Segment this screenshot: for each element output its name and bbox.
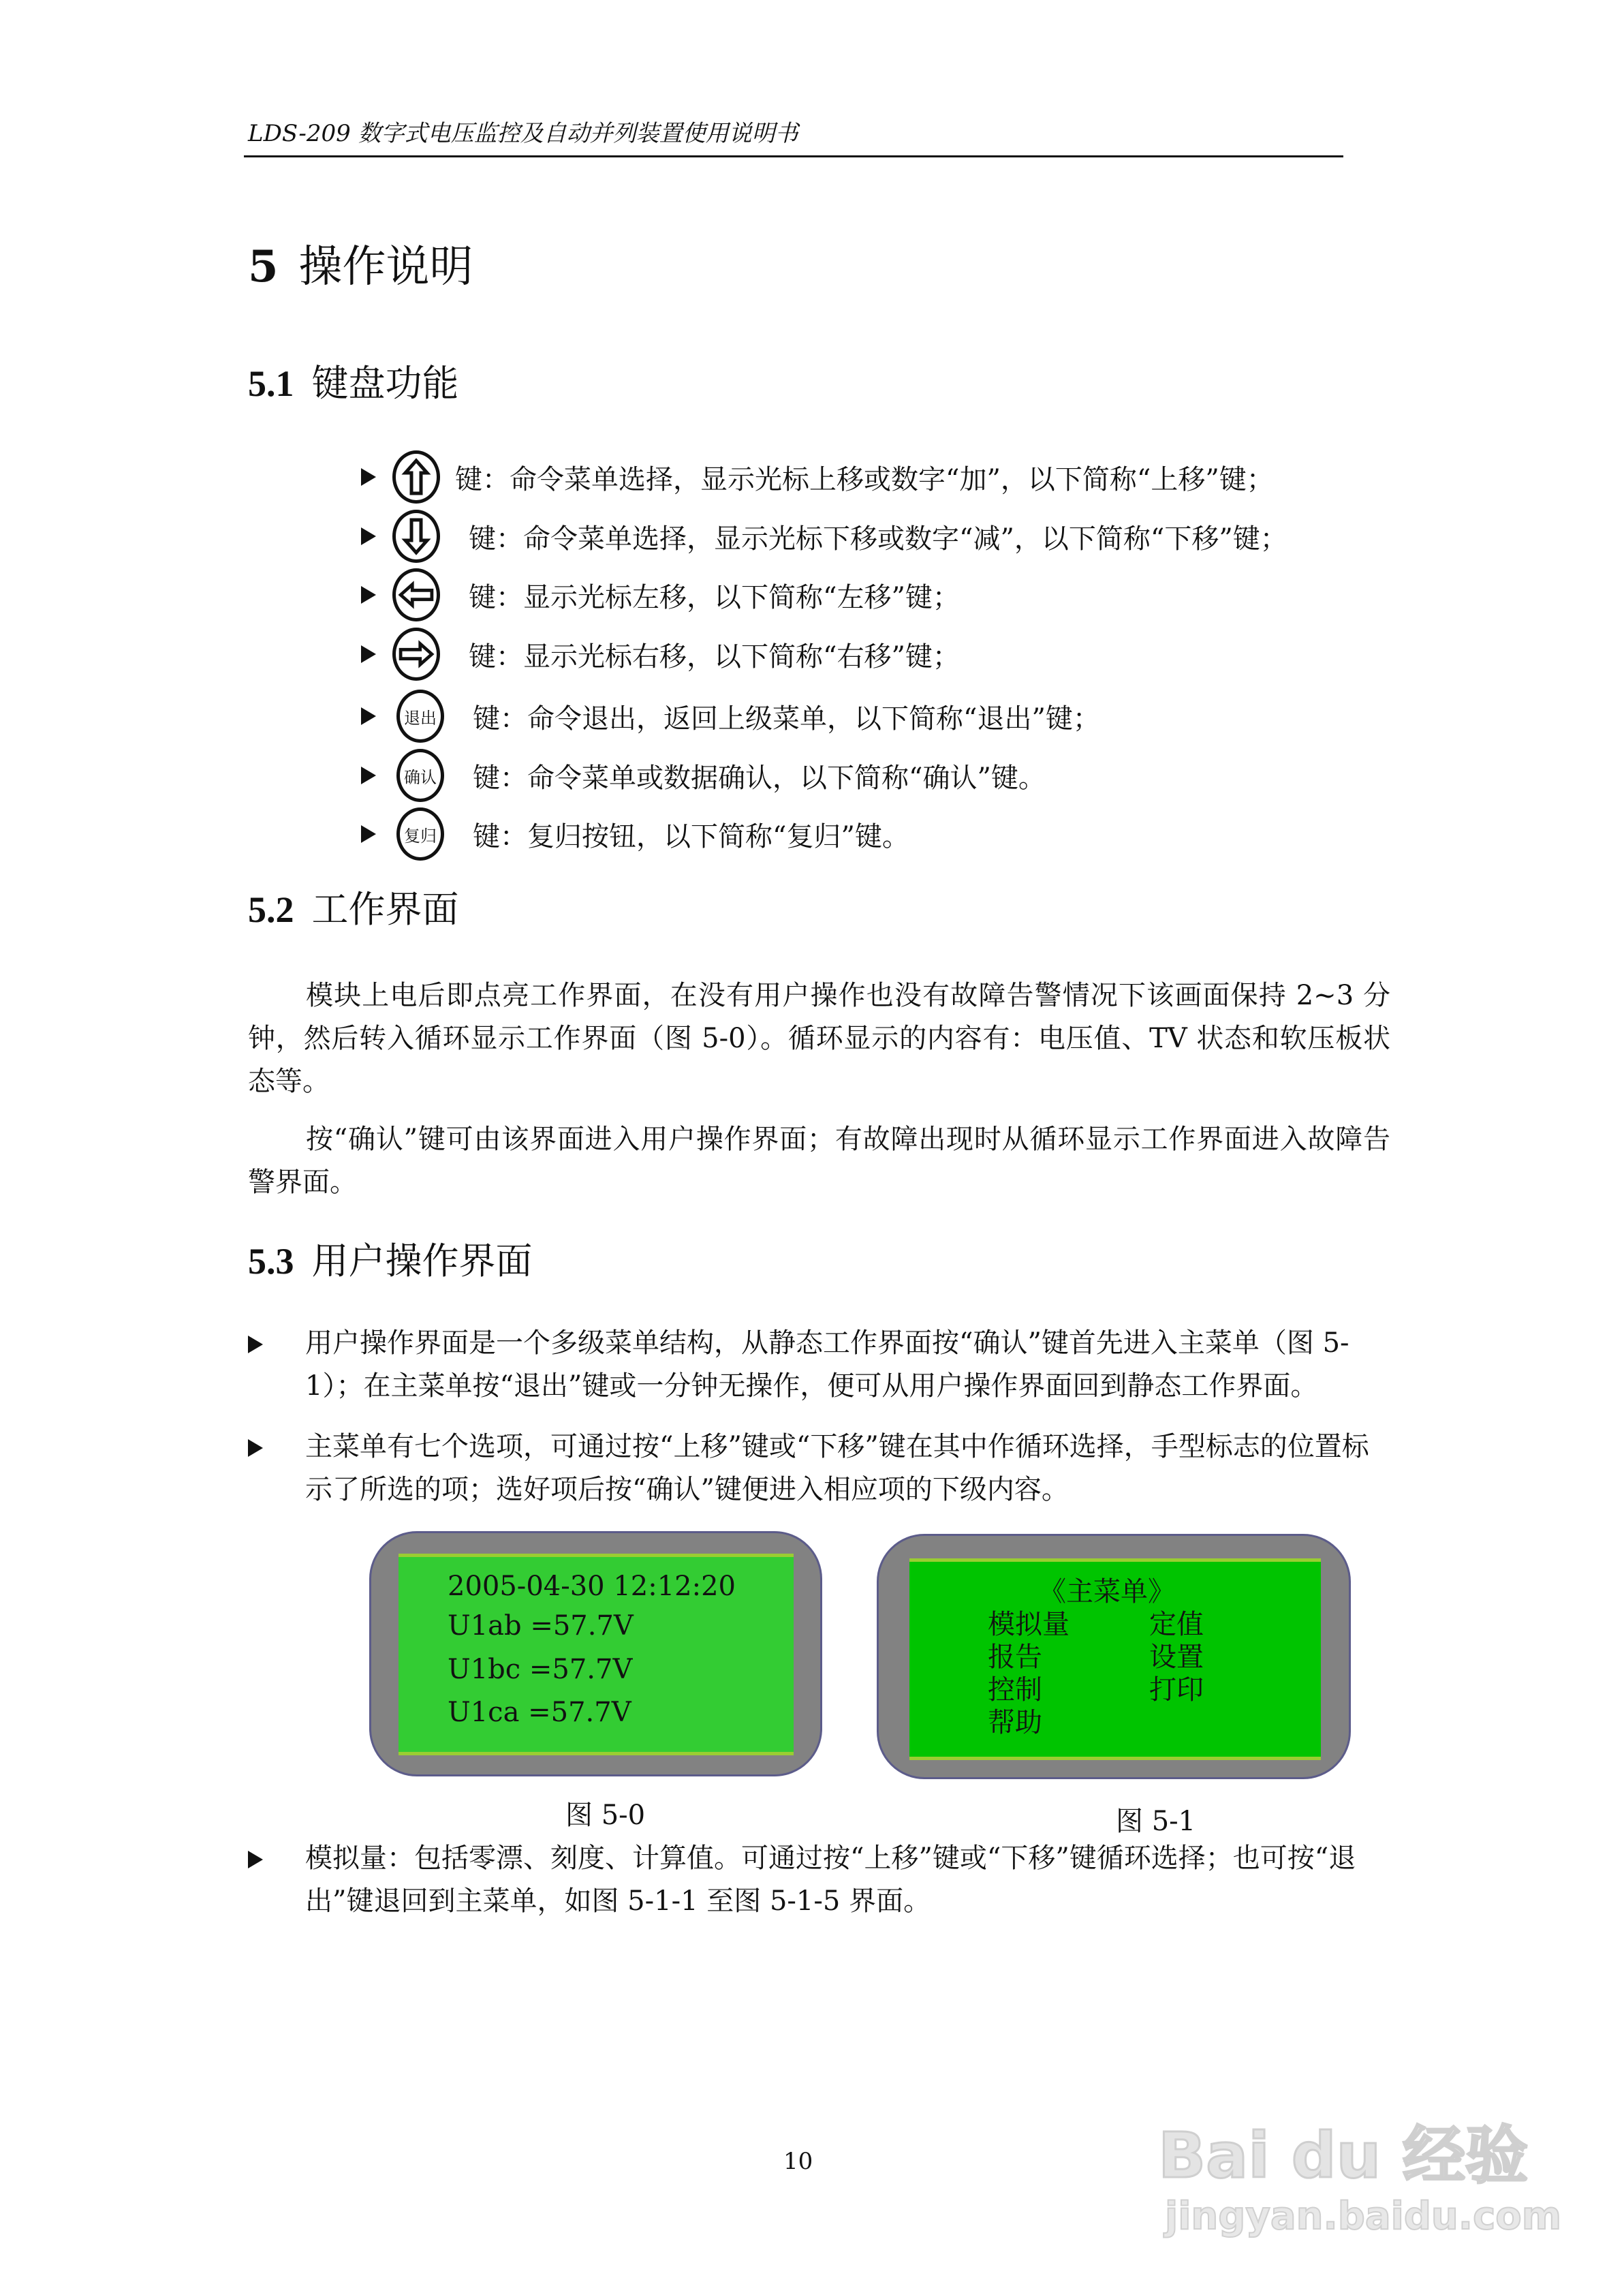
bullet-text: 模拟量：包括零漂、刻度、计算值。可通过按“上移”键或“下移”键循环选择；也可按“退出”键退回到主菜单，如图 5-1-1 至图 5-1-5 界面。 <box>305 1843 1356 1917</box>
key-item-right <box>361 625 960 683</box>
right-arrow-icon <box>392 628 440 681</box>
paragraph: 模块上电后即点亮工作界面，在没有用户操作也没有故障告警情况下该画面保持 2~3 分钟，然后转入循环显示工作界面（图 5-0）。循环显示的内容有：电压值、TV 状态和软压板状态等。 <box>248 980 1390 1097</box>
left-arrow-icon <box>392 568 440 621</box>
down-arrow-icon <box>392 510 440 563</box>
baidu-watermark-logo: Bai du 经验 <box>1158 2119 1529 2192</box>
lcd-panel-figure-5-0 <box>369 1531 822 1776</box>
paragraph: 按“确认”键可由该界面进入用户操作界面；有故障出现时从循环显示工作界面进入故障告警界面。 <box>248 1124 1390 1198</box>
key-item-confirm <box>361 746 1046 805</box>
menu-item-help: 帮助 <box>988 1707 1042 1738</box>
key-item-up <box>361 448 1274 506</box>
key-description: 键：命令退出，返回上级菜单，以下简称“退出”键； <box>473 703 1100 735</box>
key-description: 键：命令菜单选择，显示光标下移或数字“减”，以下简称“下移”键； <box>469 523 1287 555</box>
key-item-left <box>361 566 960 624</box>
bullet-arrow-icon <box>361 586 376 604</box>
bullet-arrow-icon <box>248 1336 263 1353</box>
up-arrow-icon <box>392 450 440 504</box>
key-description: 键：复归按钮，以下简称“复归”键。 <box>473 820 909 852</box>
section-number: 5.2 <box>248 889 294 930</box>
lcd-voltage-u1ca: U1ca =57.7V <box>448 1697 631 1728</box>
key-item-down <box>361 507 1287 566</box>
key-item-reset <box>361 805 909 863</box>
bullet-text: 主菜单有七个选项，可通过按“上移”键或“下移”键在其中作循环选择，手型标志的位置标示了所选的项；选好项后按“确认”键便进入相应项的下级内容。 <box>305 1431 1369 1505</box>
bullet-arrow-icon <box>361 645 376 663</box>
section-5-3-heading <box>248 1232 533 1284</box>
main-menu-title: 《主菜单》 <box>1039 1576 1175 1607</box>
menu-item-analog: 模拟量 <box>988 1609 1069 1640</box>
bullet-arrow-icon <box>248 1851 263 1868</box>
lcd-voltage-u1bc: U1bc =57.7V <box>448 1654 633 1685</box>
baidu-watermark-url: jingyan.baidu.com <box>1165 2194 1562 2238</box>
bullet-arrow-icon <box>361 468 376 486</box>
key-item-exit <box>361 687 1100 745</box>
menu-item-setup: 设置 <box>1149 1642 1204 1673</box>
key-description: 键：显示光标左移，以下简称“左移”键； <box>469 581 960 613</box>
bullet-item <box>248 1426 1390 1511</box>
bullet-arrow-icon <box>361 767 376 784</box>
figure-caption: 图 5-0 <box>565 1800 646 1831</box>
section-5-2-heading <box>248 880 459 933</box>
section-number: 5.3 <box>248 1241 294 1282</box>
key-description: 键：命令菜单选择，显示光标上移或数字“加”，以下简称“上移”键； <box>455 463 1274 495</box>
bullet-text: 用户操作界面是一个多级菜单结构，从静态工作界面按“确认”键首先进入主菜单（图 5-1）；在主菜单按“退出”键或一分钟无操作，便可从用户操作界面回到静态工作界面。 <box>305 1327 1349 1402</box>
bullet-arrow-icon <box>248 1439 263 1457</box>
section-title: 用户操作界面 <box>311 1239 533 1282</box>
bullet-item <box>248 1322 1390 1408</box>
page-number: 10 <box>783 2148 813 2175</box>
lcd-voltage-u1ab: U1ab =57.7V <box>448 1610 634 1642</box>
section-title: 键盘功能 <box>311 362 459 405</box>
chapter-heading <box>248 232 473 294</box>
lcd-panel-figure-5-1 <box>877 1534 1351 1779</box>
bullet-arrow-icon <box>361 707 376 725</box>
menu-item-control: 控制 <box>988 1674 1042 1706</box>
figure-caption: 图 5-1 <box>1116 1806 1196 1837</box>
chapter-title: 操作说明 <box>298 242 473 292</box>
section-5-2-body <box>248 974 1390 1204</box>
bullet-arrow-icon <box>361 825 376 843</box>
key-description: 键：命令菜单或数据确认，以下简称“确认”键。 <box>473 762 1046 794</box>
menu-item-print: 打印 <box>1149 1674 1204 1706</box>
chapter-number: 5 <box>248 241 279 292</box>
lcd-screen <box>909 1558 1321 1760</box>
exit-key-icon: 退出 <box>396 690 444 743</box>
reset-key-icon: 复归 <box>396 807 444 861</box>
key-description: 键：显示光标右移，以下简称“右移”键； <box>469 641 960 673</box>
lcd-datetime: 2005-04-30 12:12:20 <box>448 1571 736 1602</box>
lcd-screen <box>399 1554 794 1755</box>
section-number: 5.1 <box>248 363 294 404</box>
bullet-arrow-icon <box>361 527 376 545</box>
header-divider <box>244 155 1343 157</box>
menu-item-settings-value: 定值 <box>1149 1609 1204 1640</box>
bullet-item <box>248 1837 1390 1923</box>
section-5-1-heading <box>248 354 459 407</box>
section-title: 工作界面 <box>311 888 459 931</box>
running-header: LDS-209 数字式电压监控及自动并列装置使用说明书 <box>248 120 798 147</box>
confirm-key-icon: 确认 <box>396 749 444 802</box>
menu-item-report: 报告 <box>988 1642 1042 1673</box>
